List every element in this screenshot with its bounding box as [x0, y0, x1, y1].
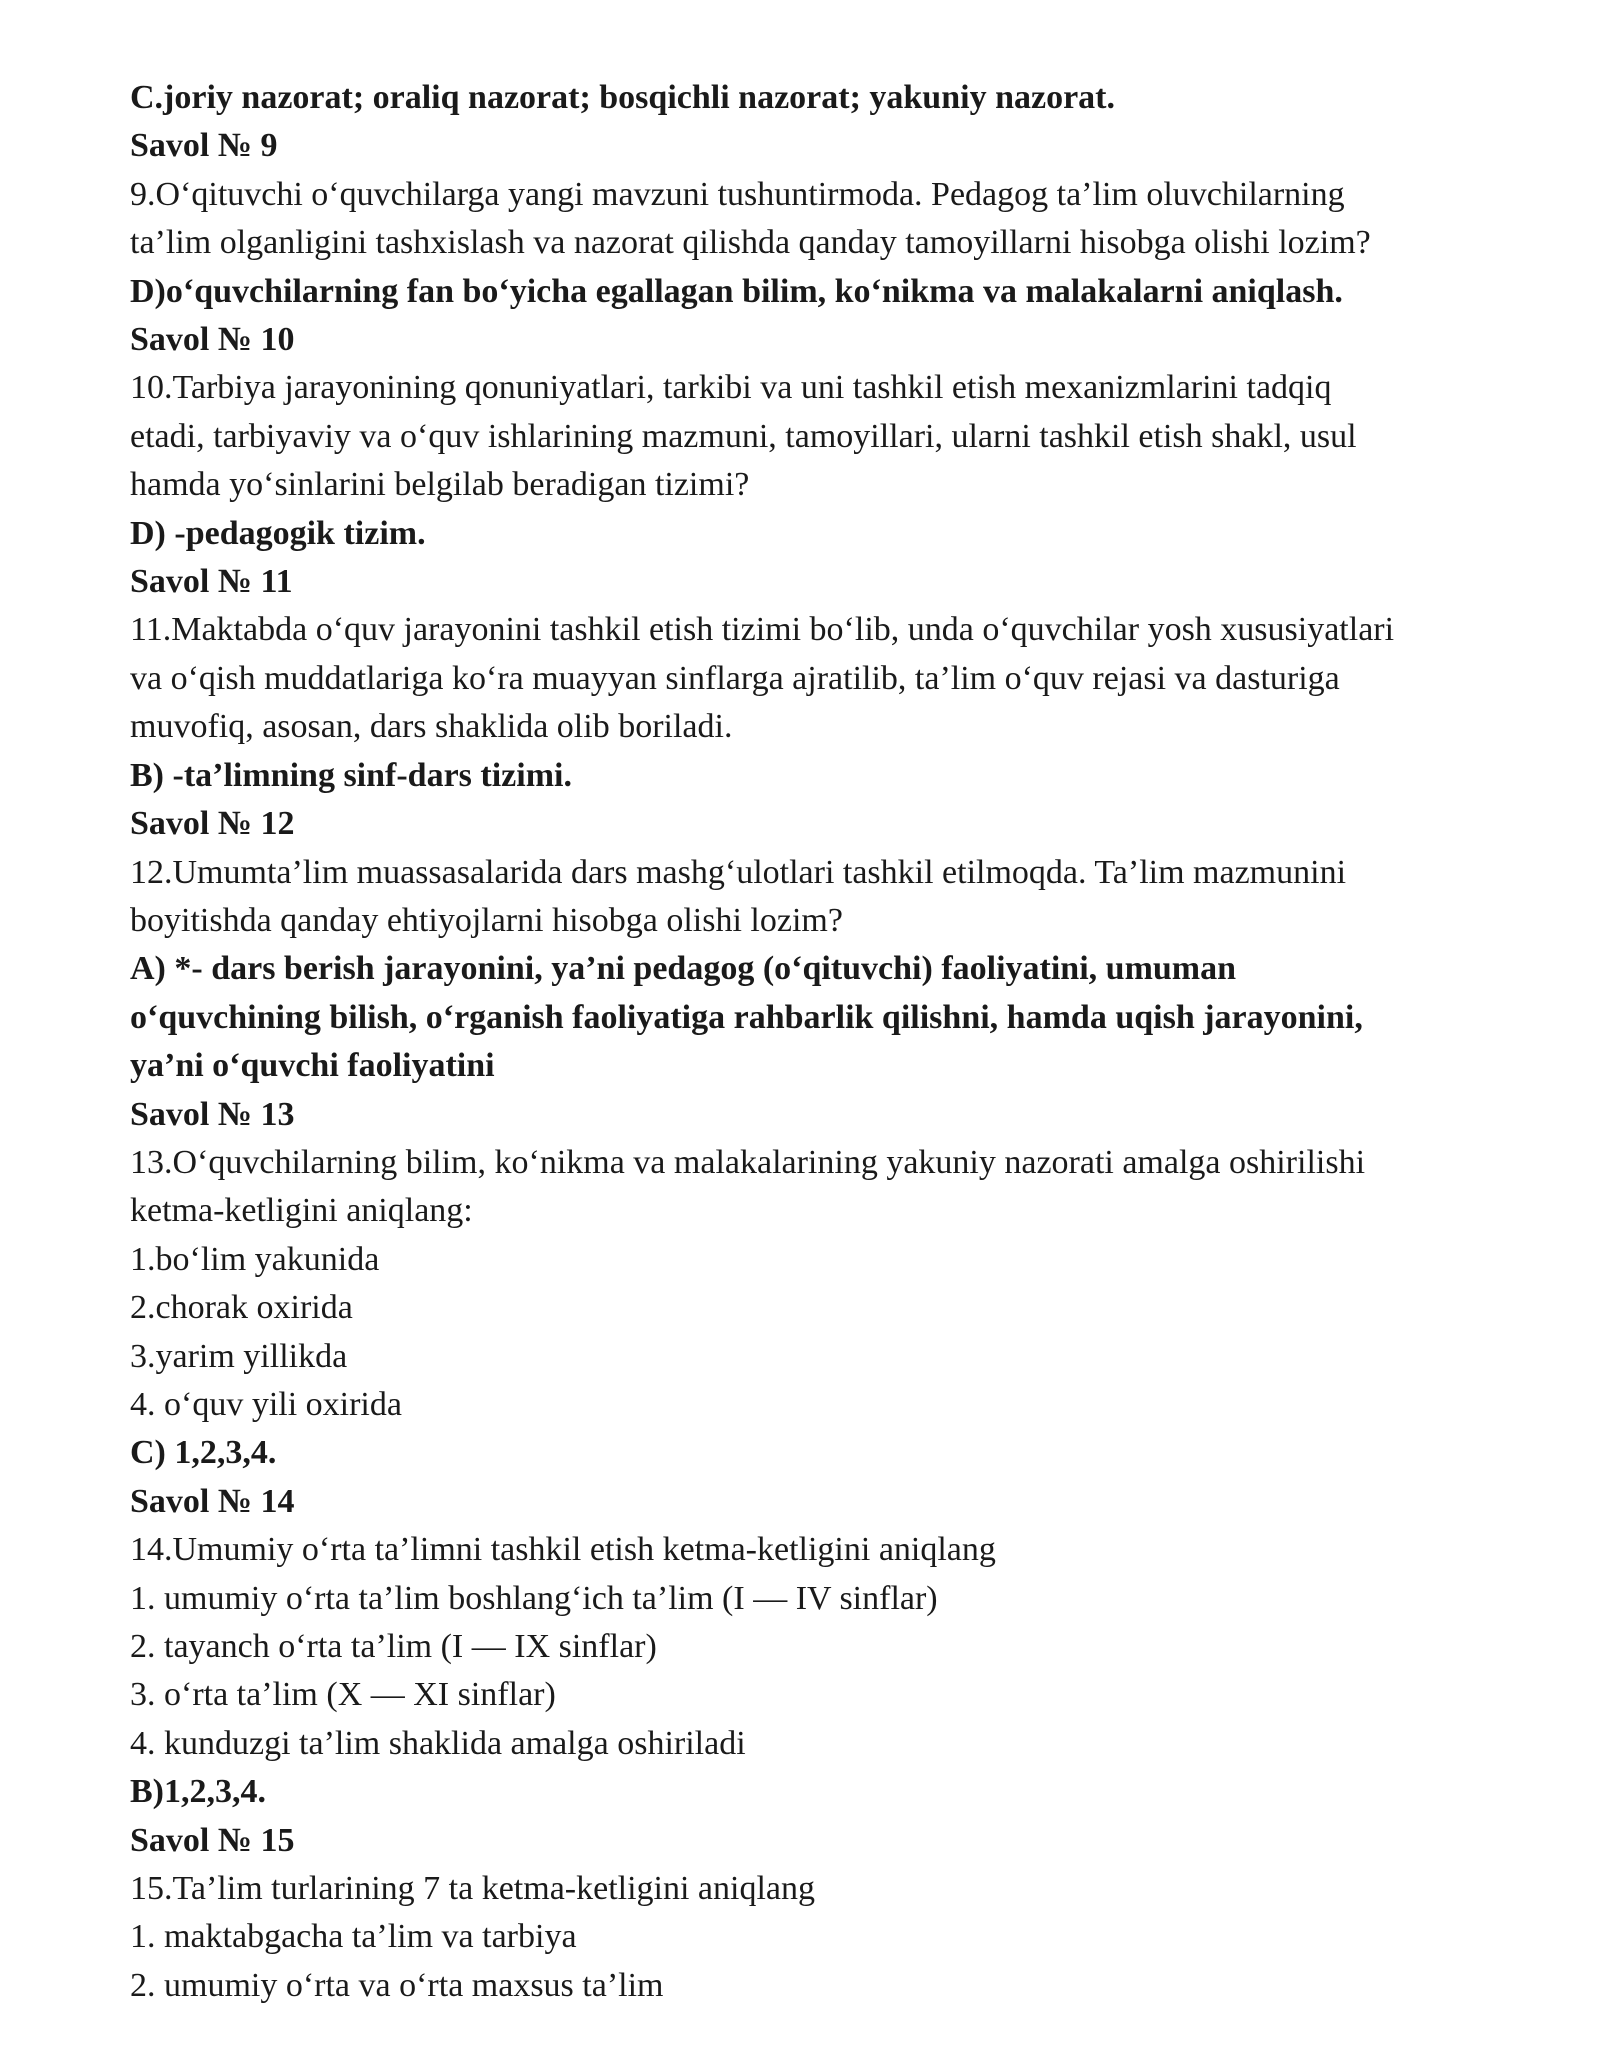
question-text: 13.O‘quvchilarning bilim, ko‘nikma va malakalarining yakuniy nazorati amalga oshirilishi: [130, 1143, 1366, 1181]
question-heading: Savol № 9: [130, 127, 278, 165]
question-text: ta’lim olganligini tashxislash va nazorat qilishda qanday tamoyillarni hisobga olishi lozim?: [130, 224, 1371, 262]
question-heading: Savol № 12: [130, 805, 295, 843]
question-heading: Savol № 11: [130, 563, 293, 601]
document-page: [130, 74, 1510, 2010]
question-text: 14.Umumiy o‘rta ta’limni tashkil etish ketma-ketligini aniqlang: [130, 1531, 996, 1569]
list-item: 2.chorak oxirida: [130, 1289, 353, 1327]
question-text: 10.Tarbiya jarayonining qonuniyatlari, tarkibi va uni tashkil etish mexanizmlarini tadqiq: [130, 369, 1332, 407]
list-item: 4. o‘quv yili oxirida: [130, 1385, 402, 1423]
question-text: 9.O‘qituvchi o‘quvchilarga yangi mavzuni tushuntirmoda. Pedagog ta’lim oluvchilarning: [130, 175, 1345, 213]
question-text: muvofiq, asosan, dars shaklida olib boriladi.: [130, 708, 733, 746]
answer-line: B)1,2,3,4.: [130, 1773, 266, 1811]
question-heading: Savol № 14: [130, 1482, 295, 1520]
answer-line: D) -pedagogik tizim.: [130, 514, 426, 552]
answer-line: ya’ni o‘quvchi faoliyatini: [130, 1047, 495, 1085]
list-item: 3. o‘rta ta’lim (X — XI sinflar): [130, 1676, 556, 1714]
question-text: ketma-ketligini aniqlang:: [130, 1192, 473, 1230]
question-text: 15.Ta’lim turlarining 7 ta ketma-ketligini aniqlang: [130, 1870, 815, 1908]
answer-line: D)o‘quvchilarning fan bo‘yicha egallagan bilim, ko‘nikma va malakalarni aniqlash.: [130, 272, 1343, 310]
question-text: boyitishda qanday ehtiyojlarni hisobga olishi lozim?: [130, 901, 843, 939]
answer-line: B) -ta’limning sinf-dars tizimi.: [130, 756, 572, 794]
list-item: 2. umumiy o‘rta va o‘rta maxsus ta’lim: [130, 1966, 664, 2004]
question-heading: Savol № 13: [130, 1095, 295, 1133]
answer-line: C.joriy nazorat; oraliq nazorat; bosqichli nazorat; yakuniy nazorat.: [130, 79, 1115, 116]
question-heading: Savol № 10: [130, 321, 295, 359]
list-item: 2. tayanch o‘rta ta’lim (I — IX sinflar): [130, 1628, 657, 1665]
list-item: 1. maktabgacha ta’lim va tarbiya: [130, 1918, 577, 1956]
answer-line: A) *- dars berish jarayonini, ya’ni pedagog (o‘qituvchi) faoliyatini, umuman: [130, 950, 1237, 988]
answer-line: o‘quvchining bilish, o‘rganish faoliyatiga rahbarlik qilishni, hamda uqish jarayonini,: [130, 998, 1363, 1036]
list-item: 3.yarim yillikda: [130, 1337, 348, 1375]
list-item: 1. umumiy o‘rta ta’lim boshlang‘ich ta’lim (I — IV sinflar): [130, 1579, 938, 1617]
question-text: va o‘qish muddatlariga ko‘ra muayyan sinflarga ajratilib, ta’lim o‘quv rejasi va dasturiga: [130, 659, 1340, 697]
question-text: etadi, tarbiyaviy va o‘quv ishlarining mazmuni, tamoyillari, ularni tashkil etish shakl, usul: [130, 417, 1357, 455]
list-item: 4. kunduzgi ta’lim shaklida amalga oshiriladi: [130, 1724, 746, 1762]
list-item: 1.bo‘lim yakunida: [130, 1240, 380, 1278]
answer-line: C) 1,2,3,4.: [130, 1434, 277, 1472]
question-text: 12.Umumta’lim muassasalarida dars mashg‘ulotlari tashkil etilmoqda. Ta’lim mazmunini: [130, 853, 1347, 891]
question-text: hamda yo‘sinlarini belgilab beradigan tizimi?: [130, 466, 750, 504]
question-heading: Savol № 15: [130, 1821, 295, 1859]
question-text: 11.Maktabda o‘quv jarayonini tashkil etish tizimi bo‘lib, unda o‘quvchilar yosh xususiyatlari: [130, 611, 1395, 649]
